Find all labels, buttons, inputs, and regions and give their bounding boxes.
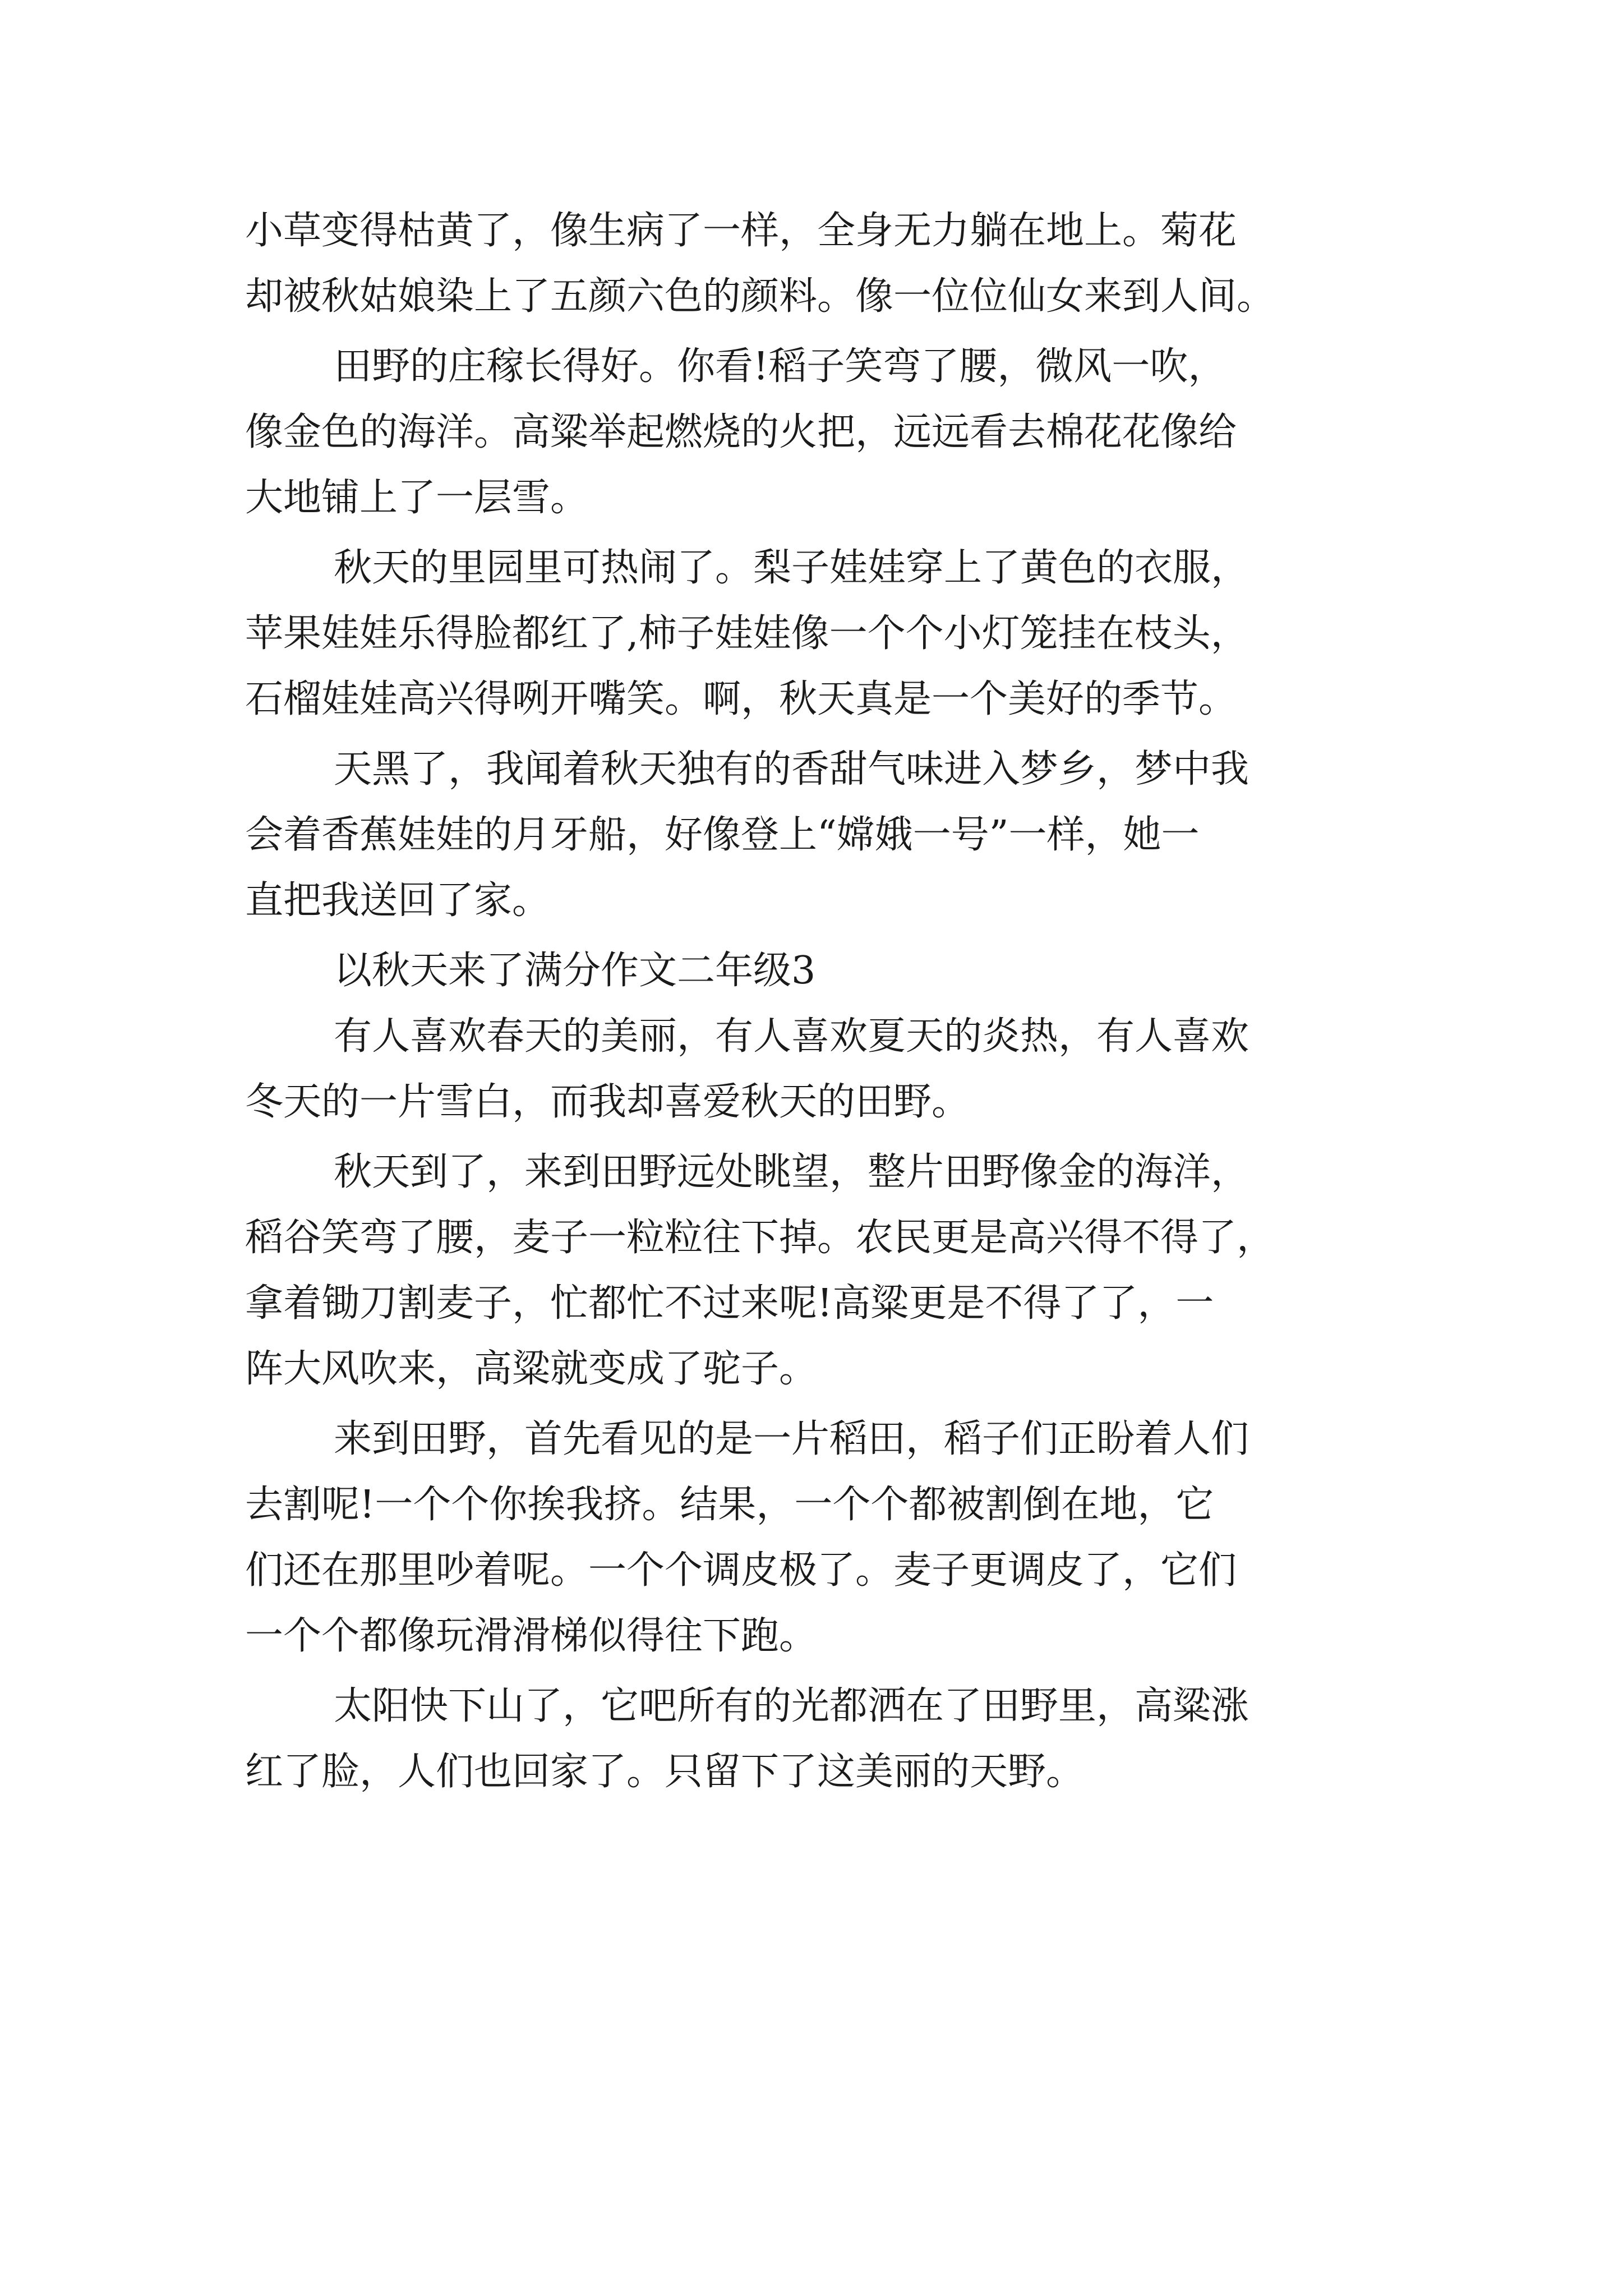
text-line: 苹果娃娃乐得脸都红了,柿子娃娃像一个个小灯笼挂在枝头， bbox=[245, 611, 1249, 656]
text-line: 去割呢!一个个你挨我挤。结果，一个个都被割倒在地，它 bbox=[245, 1483, 1214, 1527]
text-line: 红了脸，人们也回家了。只留下了这美丽的天野。 bbox=[245, 1750, 1085, 1794]
text-line: 大地铺上了一层雪。 bbox=[245, 476, 589, 520]
paragraph-first-line: 太阳快下山了，它吧所有的光都洒在了田野里，高粱涨 bbox=[334, 1684, 1249, 1728]
text-line: 稻谷笑弯了腰，麦子一粒粒往下掉。农民更是高兴得不得了， bbox=[245, 1216, 1275, 1260]
text-line: 石榴娃娃高兴得咧开嘴笑。啊，秋天真是一个美好的季节。 bbox=[245, 677, 1237, 721]
text-line: 却被秋姑娘染上了五颜六色的颜料。像一位位仙女来到人间。 bbox=[245, 274, 1275, 319]
paragraph-first-line: 有人喜欢春天的美丽，有人喜欢夏天的炎热，有人喜欢 bbox=[334, 1014, 1249, 1059]
paragraph-first-line: 田野的庄稼长得好。你看!稻子笑弯了腰，微风一吹， bbox=[334, 344, 1227, 389]
text-line: 冬天的一片雪白，而我却喜爱秋天的田野。 bbox=[245, 1080, 970, 1124]
text-line: 们还在那里吵着呢。一个个调皮极了。麦子更调皮了，它们 bbox=[245, 1548, 1237, 1593]
text-line: 小草变得枯黄了，像生病了一样，全身无力躺在地上。菊花 bbox=[245, 209, 1237, 253]
paragraph-first-line: 秋天到了，来到田野远处眺望，整片田野像金的海洋， bbox=[334, 1150, 1249, 1194]
text-line: 直把我送回了家。 bbox=[245, 878, 551, 923]
paragraph-first-line: 天黑了，我闻着秋天独有的香甜气味进入梦乡，梦中我 bbox=[334, 747, 1249, 792]
text-line: 拿着锄刀割麦子，忙都忙不过来呢!高粱更是不得了了，一 bbox=[245, 1281, 1214, 1326]
text-line: 会着香蕉娃娃的月牙船，好像登上“嫦娥一号”一样，她一 bbox=[245, 813, 1200, 857]
paragraph-first-line: 来到田野，首先看见的是一片稻田，稻子们正盼着人们 bbox=[334, 1417, 1249, 1461]
text-line: 阵大风吹来，高粱就变成了驼子。 bbox=[245, 1347, 818, 1391]
section-heading: 以秋天来了满分作文二年级3 bbox=[334, 949, 816, 993]
text-line: 像金色的海洋。高粱举起燃烧的火把，远远看去棉花花像给 bbox=[245, 410, 1237, 454]
paragraph-first-line: 秋天的里园里可热闹了。梨子娃娃穿上了黄色的衣服， bbox=[334, 546, 1249, 590]
text-line: 一个个都像玩滑滑梯似得往下跑。 bbox=[245, 1614, 818, 1658]
